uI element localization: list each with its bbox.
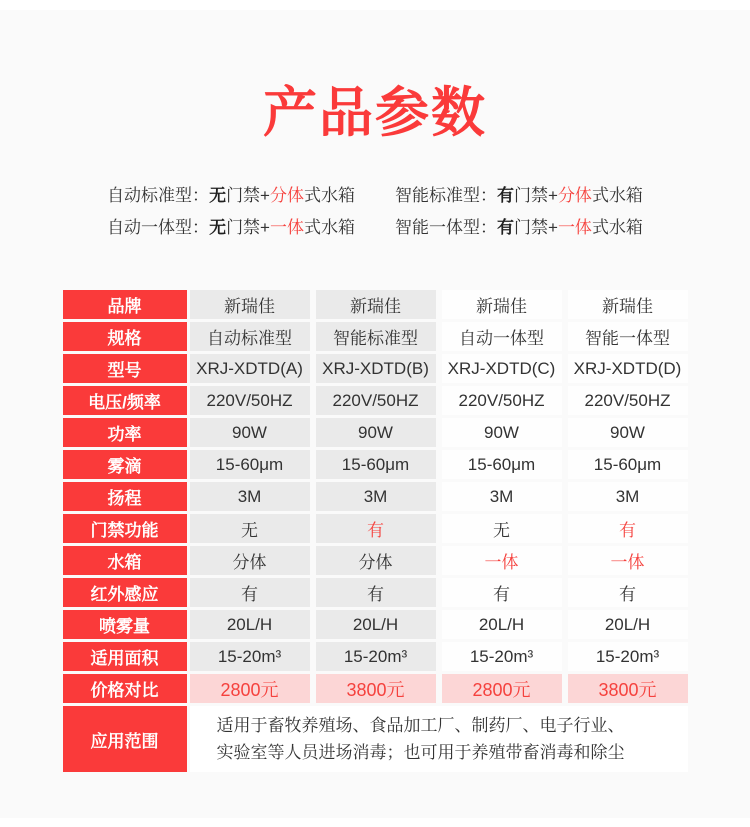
cell-brand-4: 新瑞佳	[568, 290, 688, 319]
spec-table	[63, 290, 688, 772]
cell-spray-4: 20L/H	[568, 610, 688, 639]
cell-spec-1: 自动标准型	[190, 322, 310, 351]
row-header-lift: 扬程	[63, 482, 187, 511]
cell-model-2: XRJ-XDTD(B)	[316, 354, 436, 383]
table-row-application	[63, 706, 688, 772]
cell-spray-2: 20L/H	[316, 610, 436, 639]
legend-item-auto-standard: 自动标准型：无门禁+分体式水箱	[107, 186, 355, 205]
cell-price-4: 3800元	[568, 674, 688, 703]
cell-tank-2: 分体	[316, 546, 436, 575]
cell-application-scope	[190, 706, 688, 772]
cell-infrared-1: 有	[190, 578, 310, 607]
table-row-spray-volume	[63, 610, 688, 639]
cell-power-3: 90W	[442, 418, 562, 447]
legend-line-1	[0, 180, 750, 212]
row-header-voltage: 电压/频率	[63, 386, 187, 415]
cell-model-3: XRJ-XDTD(C)	[442, 354, 562, 383]
table-row-spec	[63, 322, 688, 351]
table-row-water-tank	[63, 546, 688, 575]
row-header-area: 适用面积	[63, 642, 187, 671]
legend-line-2	[0, 212, 750, 244]
row-header-access-control: 门禁功能	[63, 514, 187, 543]
type-legend	[0, 180, 750, 244]
cell-lift-4: 3M	[568, 482, 688, 511]
cell-price-3: 2800元	[442, 674, 562, 703]
row-header-water-tank: 水箱	[63, 546, 187, 575]
cell-lift-1: 3M	[190, 482, 310, 511]
row-header-droplet: 雾滴	[63, 450, 187, 479]
cell-access-2: 有	[316, 514, 436, 543]
table-row-area	[63, 642, 688, 671]
row-header-application: 应用范围	[63, 706, 187, 772]
cell-brand-1: 新瑞佳	[190, 290, 310, 319]
cell-infrared-4: 有	[568, 578, 688, 607]
cell-power-2: 90W	[316, 418, 436, 447]
cell-power-1: 90W	[190, 418, 310, 447]
cell-spray-1: 20L/H	[190, 610, 310, 639]
row-header-brand: 品牌	[63, 290, 187, 319]
cell-access-1: 无	[190, 514, 310, 543]
cell-access-4: 有	[568, 514, 688, 543]
table-row-droplet	[63, 450, 688, 479]
row-header-power: 功率	[63, 418, 187, 447]
cell-spec-2: 智能标准型	[316, 322, 436, 351]
product-parameters-section	[0, 10, 750, 818]
cell-tank-3: 一体	[442, 546, 562, 575]
cell-brand-2: 新瑞佳	[316, 290, 436, 319]
page-title: 产品参数	[263, 83, 487, 143]
cell-area-1: 15-20m³	[190, 642, 310, 671]
row-header-infrared: 红外感应	[63, 578, 187, 607]
cell-droplet-3: 15-60μm	[442, 450, 562, 479]
table-row-power	[63, 418, 688, 447]
cell-droplet-4: 15-60μm	[568, 450, 688, 479]
cell-spec-4: 智能一体型	[568, 322, 688, 351]
table-row-voltage	[63, 386, 688, 415]
legend-item-auto-integrated: 自动一体型：无门禁+一体式水箱	[107, 218, 355, 237]
table-row-price	[63, 674, 688, 703]
cell-voltage-1: 220V/50HZ	[190, 386, 310, 415]
cell-infrared-2: 有	[316, 578, 436, 607]
row-header-price: 价格对比	[63, 674, 187, 703]
cell-model-4: XRJ-XDTD(D)	[568, 354, 688, 383]
cell-lift-3: 3M	[442, 482, 562, 511]
cell-voltage-3: 220V/50HZ	[442, 386, 562, 415]
cell-spray-3: 20L/H	[442, 610, 562, 639]
cell-price-1: 2800元	[190, 674, 310, 703]
cell-access-3: 无	[442, 514, 562, 543]
cell-area-3: 15-20m³	[442, 642, 562, 671]
cell-area-4: 15-20m³	[568, 642, 688, 671]
cell-voltage-2: 220V/50HZ	[316, 386, 436, 415]
legend-item-smart-standard: 智能标准型：有门禁+分体式水箱	[395, 186, 643, 205]
table-row-lift	[63, 482, 688, 511]
cell-infrared-3: 有	[442, 578, 562, 607]
cell-brand-3: 新瑞佳	[442, 290, 562, 319]
cell-voltage-4: 220V/50HZ	[568, 386, 688, 415]
cell-lift-2: 3M	[316, 482, 436, 511]
table-row-model	[63, 354, 688, 383]
row-header-spec: 规格	[63, 322, 187, 351]
table-row-access-control	[63, 514, 688, 543]
table-row-infrared	[63, 578, 688, 607]
cell-tank-4: 一体	[568, 546, 688, 575]
cell-droplet-1: 15-60μm	[190, 450, 310, 479]
table-row-brand	[63, 290, 688, 319]
cell-tank-1: 分体	[190, 546, 310, 575]
legend-item-smart-integrated: 智能一体型：有门禁+一体式水箱	[395, 218, 643, 237]
row-header-model: 型号	[63, 354, 187, 383]
cell-price-2: 3800元	[316, 674, 436, 703]
cell-droplet-2: 15-60μm	[316, 450, 436, 479]
cell-model-1: XRJ-XDTD(A)	[190, 354, 310, 383]
application-scope-line-2: 实验室等人员进场消毒；也可用于养殖带畜消毒和除尘	[216, 743, 625, 762]
cell-spec-3: 自动一体型	[442, 322, 562, 351]
cell-area-2: 15-20m³	[316, 642, 436, 671]
application-scope-line-1: 适用于畜牧养殖场、食品加工厂、制药厂、电子行业、	[216, 716, 625, 735]
row-header-spray-volume: 喷雾量	[63, 610, 187, 639]
cell-power-4: 90W	[568, 418, 688, 447]
